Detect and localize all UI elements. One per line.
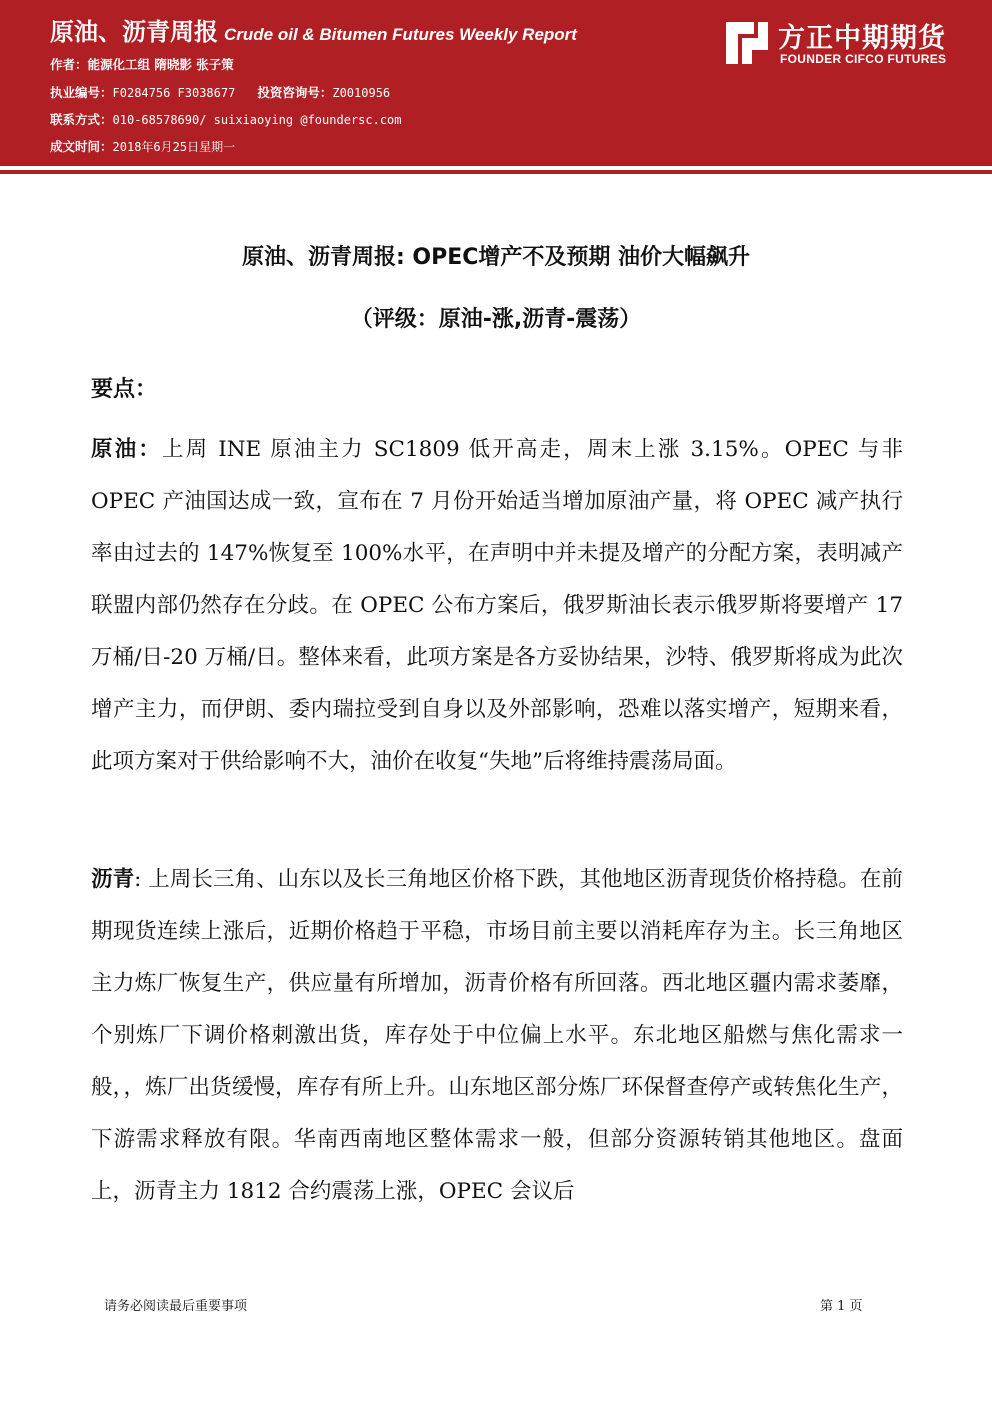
report-title-cn: 原油、沥青周报 <box>50 18 218 46</box>
date-line <box>50 137 235 155</box>
date-value: 2018年6月25日星期一 <box>112 140 236 154</box>
contact-line <box>50 110 402 128</box>
report-header <box>0 0 992 166</box>
page-number: 第 1 页 <box>820 1299 863 1314</box>
author-line <box>50 55 234 73</box>
consult-label: 投资咨询号： <box>257 85 333 100</box>
bitumen-label: 沥青 <box>91 867 135 892</box>
logo-name-en: FOUNDER CIFCO FUTURES <box>780 52 947 66</box>
header-divider <box>0 170 992 174</box>
consult-value: Z0010956 <box>332 86 391 100</box>
contact-value: 010-68578690/ suixiaoying @foundersc.com <box>112 113 402 127</box>
license-label: 执业编号： <box>50 85 113 100</box>
author-label: 作者： <box>50 57 88 72</box>
license-line <box>50 83 390 101</box>
logo-name-cn: 方正中期期货 <box>778 23 946 54</box>
crude-oil-paragraph <box>91 424 903 788</box>
bitumen-paragraph <box>91 854 903 1218</box>
contact-label: 联系方式： <box>50 112 113 127</box>
date-label: 成文时间： <box>50 139 113 154</box>
crude-oil-text: 上周 INE 原油主力 SC1809 低开高走，周末上涨 3.15%。OPEC 与非 OPEC 产油国达成一致，宣布在 7 月份开始适当增加原油产量，将 OPEC 减产执行率由过去的 147%恢复至 100%水平，在声明中并未提及增产的分配方案，表明减产联盟内部仍然存在分歧。在 OPEC 公布方案后，俄罗斯油长表示俄罗斯将要增产 17 万桶/日-20 万桶/日。整体来看，此项方案是各方妥协结果，沙特、俄罗斯将成为此次增产主力，而伊朗、委内瑞拉受到自身以及外部影响，恐难以落实增产，短期来看，此项方案对于供给影响不大，油价在收复“失地”后将维持震荡局面。 <box>91 437 903 774</box>
report-title-bar <box>50 12 577 47</box>
report-title-en: Crude oil & Bitumen Futures Weekly Report <box>224 25 577 44</box>
founder-logo <box>724 16 982 68</box>
founder-logo-icon <box>724 20 770 66</box>
license-value: F0284756 F3038677 <box>112 86 236 100</box>
document-title: 原油、沥青周报: OPEC增产不及预期 油价大幅飙升 <box>241 245 751 270</box>
key-points-heading: 要点： <box>91 377 158 402</box>
crude-oil-label: 原油： <box>91 437 162 462</box>
author-value: 能源化工组 隋晓影 张子策 <box>87 57 234 72</box>
bitumen-text: : 上周长三角、山东以及长三角地区价格下跌，其他地区沥青现货价格持稳。在前期现货连续上涨后，近期价格趋于平稳，市场目前主要以消耗库存为主。长三角地区主力炼厂恢复生产，供应量有所增加，沥青价格有所回落。西北地区疆内需求萎靡，个别炼厂下调价格刺激出货，库存处于中位偏上水平。东北地区船燃与焦化需求一般，，炼厂出货缓慢，库存有所上升。山东地区部分炼厂环保督查停产或转焦化生产，下游需求释放有限。华南西南地区整体需求一般，但部分资源转销其他地区。盘面上，沥青主力 1812 合约震荡上涨，OPEC 会议后 <box>91 867 903 1204</box>
footer-notice: 请务必阅读最后重要事项 <box>104 1299 248 1314</box>
document-rating: （评级：原油-涨,沥青-震荡） <box>350 307 642 332</box>
